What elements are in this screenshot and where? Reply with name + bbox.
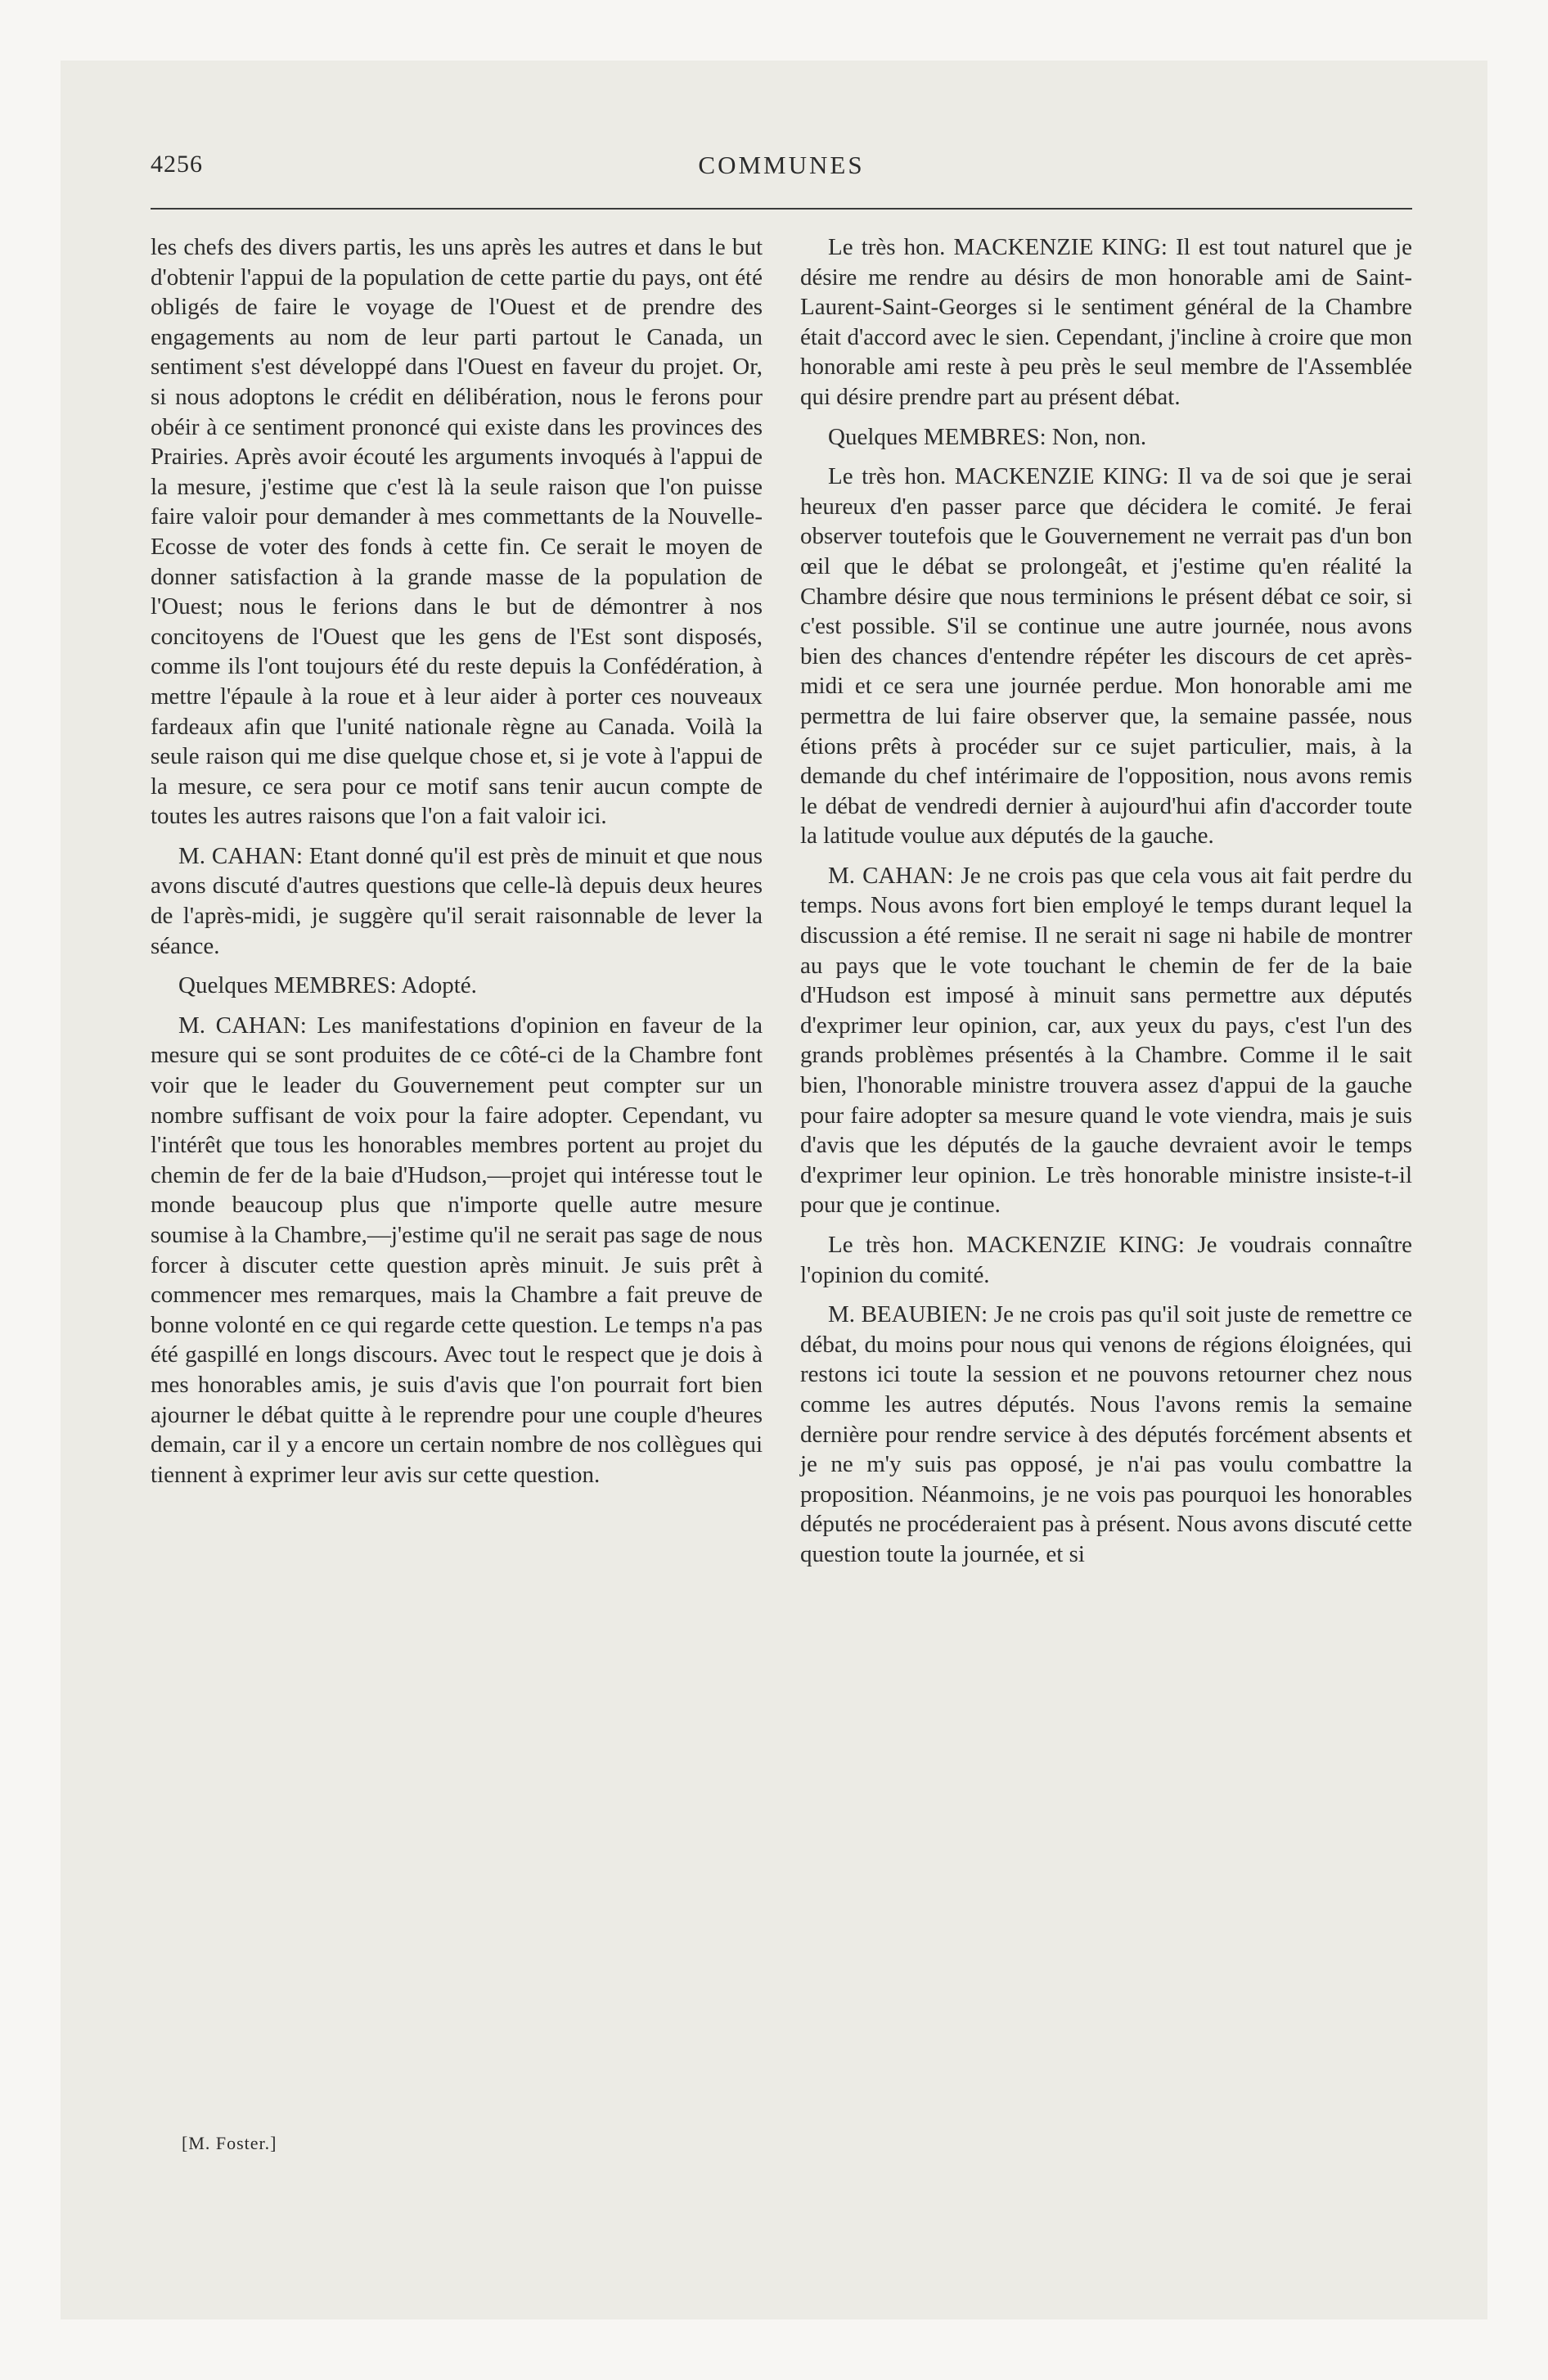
paragraph: M. CAHAN: Les manifestations d'opinion en faveur de la mesure qui se sont produites de ce côté-ci de la Chambre font voir que le leader du Gouvernement peut compter sur un nombre suffisant de voix pour la faire adopter. Cependant, vu l'intérêt que tous les honorables membres portent au projet du chemin de fer de la baie d'Hudson,—projet qui intéresse tout le monde beaucoup plus que n'importe quelle autre mesure soumise à la Chambre,—j'estime qu'il ne serait pas sage de nous forcer à discuter cette question après minuit. Je suis prêt à commencer mes remarques, mais la Chambre a fait preuve de bonne volonté en ce qui regarde cette question. Le temps n'a pas été gaspillé en longs discours. Avec tout le respect que je dois à mes honorables amis, je suis d'avis que l'on pourrait fort bien ajourner le débat quitte à le reprendre pour une couple d'heures demain, car il y a encore un certain nombre de nos collègues qui tiennent à exprimer leur avis sur cette question. bbox=[151, 1012, 763, 1488]
paragraph: M. CAHAN: Etant donné qu'il est près de minuit et que nous avons discuté d'autres questions que celle-là depuis deux heures de l'après-midi, je suggère qu'il serait raisonnable de lever la séance. bbox=[151, 842, 763, 959]
page-header bbox=[151, 151, 1412, 196]
page-number: 4256 bbox=[151, 151, 203, 178]
paragraph: Quelques MEMBRES: Adopté. bbox=[178, 972, 477, 999]
paragraph: les chefs des divers partis, les uns après les autres et dans le but d'obtenir l'appui de la population de cette partie du pays, ont été obligés de faire le voyage de l'Ouest et de prendre des engagements au nom de leur parti partout le Canada, un sentiment s'est développé dans l'Ouest en faveur du projet. Or, si nous adoptons le crédit en délibération, nous le ferons pour obéir à ce sentiment prononcé qui existe dans les provinces des Prairies. Après avoir écouté les arguments invoqués à l'appui de la mesure, j'estime que c'est là la seule raison que l'on puisse faire valoir pour demander à mes commettants de la Nouvelle-Ecosse de voter des fonds à cette fin. Ce serait le moyen de donner satisfaction à la grande masse de la population de l'Ouest; nous le ferions dans le but de démontrer à nos concitoyens de l'Ouest que les gens de l'Est sont disposés, comme ils l'ont toujours été du reste depuis la Confédération, à mettre l'épaule à la roue et à leur aider à porter ces nouveaux fardeaux afin que l'unité nationale règne au Canada. Voilà la seule raison qui me dise quelque chose et, si je vote à l'appui de la mesure, ce sera pour ce motif sans tenir aucun compte de toutes les autres raisons que l'on a fait valoir ici. bbox=[151, 234, 763, 830]
paragraph: Le très hon. MACKENZIE KING: Il est tout naturel que je désire me rendre au désirs de mon honorable ami de Saint-Laurent-Saint-Georges si le sentiment général de la Chambre était d'accord avec le sien. Cependant, j'incline à croire que mon honorable ami reste à peu près le seul membre de l'Assemblée qui désire prendre part au présent débat. bbox=[800, 234, 1412, 410]
header-rule bbox=[151, 208, 1412, 210]
right-column bbox=[800, 232, 1412, 1580]
paragraph: Quelques MEMBRES: Non, non. bbox=[828, 423, 1147, 450]
paragraph: M. CAHAN: Je ne crois pas que cela vous ait fait perdre du temps. Nous avons fort bien employé le temps durant lequel la discussion a été remise. Il ne serait ni sage ni habile de montrer au pays que le vote touchant le chemin de fer de la baie d'Hudson est imposé à minuit sans permettre aux députés d'exprimer leur opinion, car, aux yeux du pays, c'est l'un des grands problèmes présentés à la Chambre. Comme il le sait bien, l'honorable ministre trouvera assez d'appui de la gauche pour faire adopter sa mesure quand le vote viendra, mais je suis d'avis que les députés de la gauche devraient avoir le temps d'exprimer leur opinion. Le très honorable ministre insiste-t-il pour que je continue. bbox=[800, 862, 1412, 1219]
footer-speaker-reference: [M. Foster.] bbox=[182, 2133, 277, 2153]
paragraph: Le très hon. MACKENZIE KING: Je voudrais connaître l'opinion du comité. bbox=[800, 1232, 1412, 1288]
paragraph: M. BEAUBIEN: Je ne crois pas qu'il soit juste de remettre ce débat, du moins pour nous qui venons de régions éloignées, qui restons ici toute la session et ne pouvons retourner chez nous comme les autres députés. Nous l'avons remis la semaine dernière pour rendre service à des députés forcément absents et je ne m'y suis pas opposé, je n'ai pas voulu combattre la proposition. Néanmoins, je ne vois pas pourquoi les honorables députés ne procéderaient pas à présent. Nous avons discuté cette question toute la journée, et si bbox=[800, 1301, 1412, 1567]
left-column bbox=[151, 232, 763, 1499]
running-head-title: COMMUNES bbox=[698, 151, 865, 179]
paragraph: Le très hon. MACKENZIE KING: Il va de soi que je serai heureux d'en passer parce que décidera le comité. Je ferai observer toutefois que le Gouvernement ne verrait pas d'un bon œil que le débat se prolongeât, et j'estime qu'en réalité la Chambre désire que nous terminions le présent débat ce soir, si c'est possible. S'il se continue une autre journée, nous avons bien des chances d'entendre répéter les discours de cet après-midi et ce sera une journée perdue. Mon honorable ami me permettra de lui faire observer que, la semaine passée, nous étions prêts à procéder sur ce sujet particulier, mais, à la demande du chef intérimaire de l'opposition, nous avons remis le débat de vendredi dernier à aujourd'hui afin d'accorder toute la latitude voulue aux députés de la gauche. bbox=[800, 463, 1412, 850]
